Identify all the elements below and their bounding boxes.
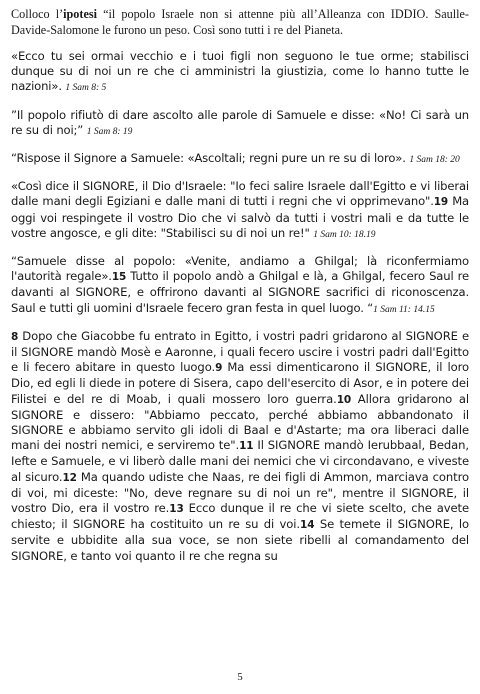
verse-text: Ecco dunque il re che vi siete scelto, che avete chiesto; il SIGNORE ha costituito un re su di voi. <box>11 501 469 532</box>
quote-text: Ma oggi voi respingete il vostro Dio che vi salvò da tutti i vostri mali e da tutte le vostre angosce, e gli dite: "Stabilisci su di noi un re!" <box>11 194 470 240</box>
quote-text: “Samuele disse al popolo: «Venite, andiamo a Ghilgal; là riconfermiamo l'autorità regale». <box>11 254 469 284</box>
verse-number: 9 <box>215 362 223 375</box>
intro-lead: Colloco l’ <box>11 7 64 21</box>
long-passage <box>11 329 469 564</box>
scripture-reference: 1 Sam 10: 18.19 <box>313 229 376 240</box>
document-page <box>11 6 469 575</box>
quote-text: ”Il popolo rifiutò di dare ascolto alle parole di Samuele e disse: «No! Ci sarà un re su di noi;” <box>11 107 469 137</box>
scripture-reference: 1 Sam 8: 19 <box>86 126 133 137</box>
verse-number: 11 <box>239 440 254 453</box>
scripture-reference: 1 Sam 18: 20 <box>409 155 460 166</box>
quote-passage <box>11 108 469 140</box>
quote-text: «Ecco tu sei ormai vecchio e i tuoi figli non seguono le tue orme; stabilisci dunque su di noi un re che ci amministri la giustizia, come lo hanno tutte le nazioni». <box>11 49 469 94</box>
verse-number: 13 <box>169 503 184 516</box>
quote-text: «Così dice il SIGNORE, il Dio d'Israele: "Io feci salire Israele dall'Egitto e vi liberai dalle mani degli Egiziani e dalle mani di tutti i regni che vi opprimevano". <box>11 179 469 209</box>
verse-number: 12 <box>62 471 77 484</box>
quote-passage <box>11 179 469 243</box>
verse-text: Dopo che Giacobbe fu entrato in Egitto, i vostri padri gridarono al SIGNORE e il SIGNORE mandò Mosè e Aaronne, i quali fecero uscire i vostri padri dall'Egitto e li fecero abitare in questo luogo. <box>11 328 469 375</box>
verse-number: 10 <box>336 393 352 406</box>
page-number: 5 <box>237 671 243 683</box>
verse-text: Allora gridarono al SIGNORE e dissero: "Abbiamo peccato, perché abbiamo abbandonato il SIGNORE e abbiamo servito gli idoli di Baal e d'Astarte; ma ora liberaci dalle mani dei nostri nemici, e serviremo te". <box>11 391 469 453</box>
intro-paragraph <box>11 6 469 38</box>
quote-passage <box>11 254 469 318</box>
quote-passage <box>11 151 469 168</box>
verse-text: Il SIGNORE mandò Ierubbaal, Bedan, Iefte e Samuele, e vi liberò dalle mani dei nemici che vi circondavano, e viveste al sicuro. <box>11 438 470 484</box>
scripture-reference: 1 Sam 8: 5 <box>65 83 107 94</box>
verse-number: 15 <box>111 271 127 284</box>
verse-number: 19 <box>433 196 449 209</box>
verse-text: Ma essi dimenticarono il SIGNORE, il loro Dio, ed egli li diede in potere di Sisera, capo dell'esercito di Asor, e in potere dei Filistei e del re di Moab, i quali mossero loro guerra. <box>11 360 469 406</box>
verse-text: Se temete il SIGNORE, lo servite e ubbidite alla sua voce, se non siete ribelli al comandamento del SIGNORE, e tanto voi quanto il re che regna su <box>11 517 469 563</box>
scripture-reference: 1 Sam 11: 14.15 <box>373 304 435 315</box>
verse-number: 8 <box>11 330 19 343</box>
quote-text: “Rispose il Signore a Samuele: «Ascoltali; regni pure un re su di loro». <box>11 151 406 166</box>
quote-text: Tutto il popolo andò a Ghilgal e là, a Ghilgal, fecero Saul re davanti al SIGNORE, e offrirono davanti al SIGNORE sacrifici di riconoscenza. Saul e tutti gli uomini d'Israele fecero gran festa in quel luogo. “ <box>11 269 470 315</box>
verse-text: Ma quando udiste che Naas, re dei figli di Ammon, marciava contro di voi, mi diceste: "No, deve regnare su di noi un re", mentre il SIGNORE, il vostro Dio, era il vostro re. <box>11 469 469 516</box>
intro-highlight: ipotesi <box>63 7 97 21</box>
intro-rest: “il popolo Israele non si attenne più all’Alleanza con IDDIO. Saulle-Davide-Salomone le furono un peso. Così sono tutti i re del Pianeta. <box>11 7 469 37</box>
quote-passage <box>11 49 469 97</box>
verse-number: 14 <box>300 519 315 532</box>
